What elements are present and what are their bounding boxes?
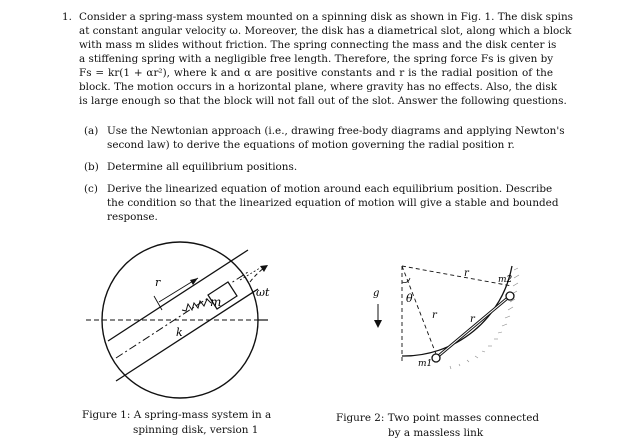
problem-number: 1. [62,11,72,23]
part-a-label: (a) [84,125,99,137]
gravity-arrowhead [374,320,382,328]
slot-wall-lower [116,289,258,381]
mass-m2 [506,292,514,300]
radius-to-m1 [402,266,436,354]
label-r-left: r [432,310,437,321]
part-a-line-2: second law) to derive the equations of motion governing the radial position r. [107,139,515,151]
figure-1-caption-line-2: spinning disk, version 1 [133,424,259,436]
figure-2-caption-line-2: by a massless link [388,427,484,439]
label-r-right: r [470,314,475,325]
arc-track [402,266,512,356]
part-c-line-3: response. [107,211,158,223]
label-r-top: r [464,268,469,279]
problem-line-2: at constant angular velocity ω. Moreover, the disk has a diametrical slot, along which a block [79,25,572,37]
part-c-label: (c) [84,183,98,195]
part-b-label: (b) [84,161,99,173]
part-a-line-1: Use the Newtonian approach (i.e., drawing free-body diagrams and applying Newton's [107,125,565,137]
label-g: g [373,288,380,299]
mass-m1 [432,354,440,362]
label-m1: m1 [418,359,433,369]
figure-1-caption-line-1: Figure 1: A spring-mass system in a [82,409,272,421]
figure-2-caption-line-1: Figure 2: Two point masses connected [336,412,540,424]
radius-to-m2 [402,266,512,286]
label-omega-t: ωt [256,286,270,299]
problem-line-6: block. The motion occurs in a horizontal plane, where gravity has no effects. Also, the disk [79,81,557,93]
label-k: k [176,326,183,339]
label-theta: θ [406,292,413,305]
part-c-line-2: the condition so that the linearized equation of motion will give a stable and bounded [107,197,559,209]
problem-line-1: Consider a spring-mass system mounted on a spinning disk as shown in Fig. 1. The disk spins [79,11,574,23]
problem-line-7: is large enough so that the block will not fall out of the slot. Answer the following questions. [79,95,567,107]
figure-2-diagram [340,238,580,408]
part-b-line-1: Determine all equilibrium positions. [107,161,298,173]
problem-line-3: with mass m slides without friction. The spring connecting the mass and the disk center is [79,39,557,51]
label-r: r [155,276,161,289]
problem-line-5: Fs = kr(1 + αr²), where k and α are positive constants and r is the radial position of the [79,67,553,79]
label-m: m [210,295,222,309]
part-c-line-1: Derive the linearized equation of motion around each equilibrium position. Describe [107,183,553,195]
omega-arc [250,268,264,282]
problem-line-4: a stiffening spring with a negligible free length. Therefore, the spring force Fs is given by [79,53,554,65]
label-m2: m2 [498,275,513,285]
figure-1-diagram [80,238,300,408]
